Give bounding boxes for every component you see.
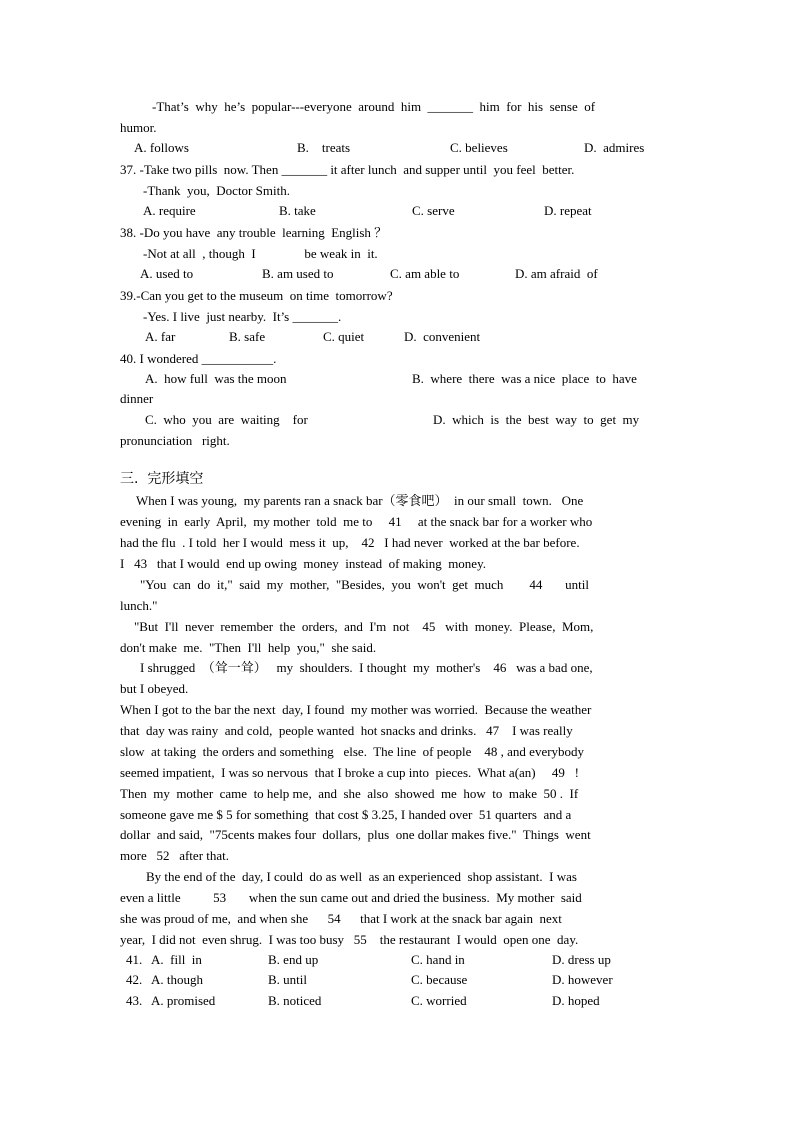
answer-43-num: 43. — [126, 993, 143, 1008]
q37-stem-line1: 37. -Take two pills now. Then _______ it after lunch and supper until you feel better. — [120, 162, 575, 177]
answer-42-a: A. though — [151, 972, 203, 987]
q39-stem-line1: 39.-Can you get to the museum on time tomorrow? — [120, 288, 393, 303]
answer-42-b: B. until — [268, 972, 308, 987]
passage-line: Then my mother came to help me, and she also showed me how to make 50 . If — [120, 786, 579, 801]
q40-option-d: D. which is the best way to get my — [433, 412, 640, 427]
answer-41-b: B. end up — [268, 952, 319, 967]
q36-option-c: C. believes — [450, 140, 508, 155]
q37-option-d: D. repeat — [544, 203, 592, 218]
answer-43-b: B. noticed — [268, 993, 322, 1008]
answer-43-c: C. worried — [411, 993, 467, 1008]
q40-option-c: C. who you are waiting for — [145, 412, 308, 427]
passage-line: "You can do it," said my mother, "Besides, you won't get much 44 until — [140, 577, 590, 592]
q40-option-b-cont: dinner — [120, 391, 154, 406]
answer-41-d: D. dress up — [552, 952, 611, 967]
passage-line: "But I'll never remember the orders, and I'm not 45 with money. Please, Mom, — [134, 619, 594, 634]
passage-line: slow at taking the orders and something else. The line of people 48 , and everybody — [120, 744, 585, 759]
passage-line: even a little 53 when the sun came out and dried the business. My mother said — [120, 890, 582, 905]
q40-option-b: B. where there was a nice place to have — [412, 371, 637, 386]
answer-42-c: C. because — [411, 972, 468, 987]
passage-line: evening in early April, my mother told me to 41 at the snack bar for a worker who — [120, 514, 593, 529]
passage-line: don't make me. "Then I'll help you," she said. — [120, 640, 377, 655]
q39-option-b: B. safe — [229, 329, 266, 344]
answer-41-a: A. fill in — [151, 952, 202, 967]
q38-option-a: A. used to — [140, 266, 194, 281]
q36-option-a: A. follows — [134, 140, 189, 155]
q36-option-b: B. treats — [297, 140, 351, 155]
section-title: 三. 完形填空 — [120, 471, 204, 487]
passage-line: I 43 that I would end up owing money instead of making money. — [120, 556, 486, 571]
answer-41-c: C. hand in — [411, 952, 465, 967]
q36-stem-line1: -That’s why he’s popular---everyone around him _______ him for his sense of — [152, 99, 596, 114]
q37-option-a: A. require — [143, 203, 196, 218]
q39-option-c: C. quiet — [323, 329, 365, 344]
q39-option-a: A. far — [145, 329, 176, 344]
passage-line: When I got to the bar the next day, I found my mother was worried. Because the weather — [120, 702, 592, 717]
q37-option-b: B. take — [279, 203, 316, 218]
passage-line: someone gave me $ 5 for something that cost $ 3.25, I handed over 51 quarters and a — [120, 807, 572, 822]
q39-option-d: D. convenient — [404, 329, 481, 344]
passage-line: dollar and said, "75cents makes four dollars, plus one dollar makes five." Things went — [120, 827, 591, 842]
q40-option-d-cont: pronunciation right. — [120, 433, 230, 448]
q37-option-c: C. serve — [412, 203, 455, 218]
q40-option-a: A. how full was the moon — [145, 371, 287, 386]
passage-line: more 52 after that. — [120, 848, 230, 863]
q36-stem-line2: humor. — [120, 120, 157, 135]
answer-43-a: A. promised — [151, 993, 216, 1008]
q36-option-d: D. admires — [584, 140, 645, 155]
passage-line: had the flu . I told her I would mess it up, 42 I had never worked at the bar before. — [120, 535, 580, 550]
q38-option-c: C. am able to — [390, 266, 460, 281]
q39-stem-line2: -Yes. I live just nearby. It’s _______. — [143, 309, 342, 324]
answer-42-num: 42. — [126, 972, 143, 987]
passage-line: she was proud of me, and when she 54 that I work at the snack bar again next — [120, 911, 562, 926]
q38-stem-line1: 38. -Do you have any trouble learning English ？ — [120, 225, 388, 240]
passage-line: that day was rainy and cold, people wanted hot snacks and drinks. 47 I was really — [120, 723, 573, 738]
answer-43-d: D. hoped — [552, 993, 600, 1008]
q37-stem-line2: -Thank you, Doctor Smith. — [143, 183, 290, 198]
answer-42-d: D. however — [552, 972, 613, 987]
passage-line: lunch." — [120, 598, 158, 613]
passage-line: By the end of the day, I could do as well as an experienced shop assistant. I was — [146, 869, 577, 884]
answer-41-num: 41. — [126, 952, 143, 967]
q38-stem-line2: -Not at all , though I be weak in it. — [143, 246, 378, 261]
passage-line: year, I did not even shrug. I was too busy 55 the restaurant I would open one day. — [120, 932, 579, 947]
passage-line: I shrugged （耸一耸） my shoulders. I thought my mother's 46 was a bad one, — [140, 660, 593, 675]
passage-line: seemed impatient, I was so nervous that I broke a cup into pieces. What a(an) 49 ! — [120, 765, 579, 780]
q38-option-b: B. am used to — [262, 266, 334, 281]
passage-line: When I was young, my parents ran a snack bar（零食吧） in our small town. One — [136, 493, 584, 508]
q40-stem: 40. I wondered ___________. — [120, 351, 277, 366]
passage-line: but I obeyed. — [120, 681, 189, 696]
q38-option-d: D. am afraid of — [515, 266, 598, 281]
